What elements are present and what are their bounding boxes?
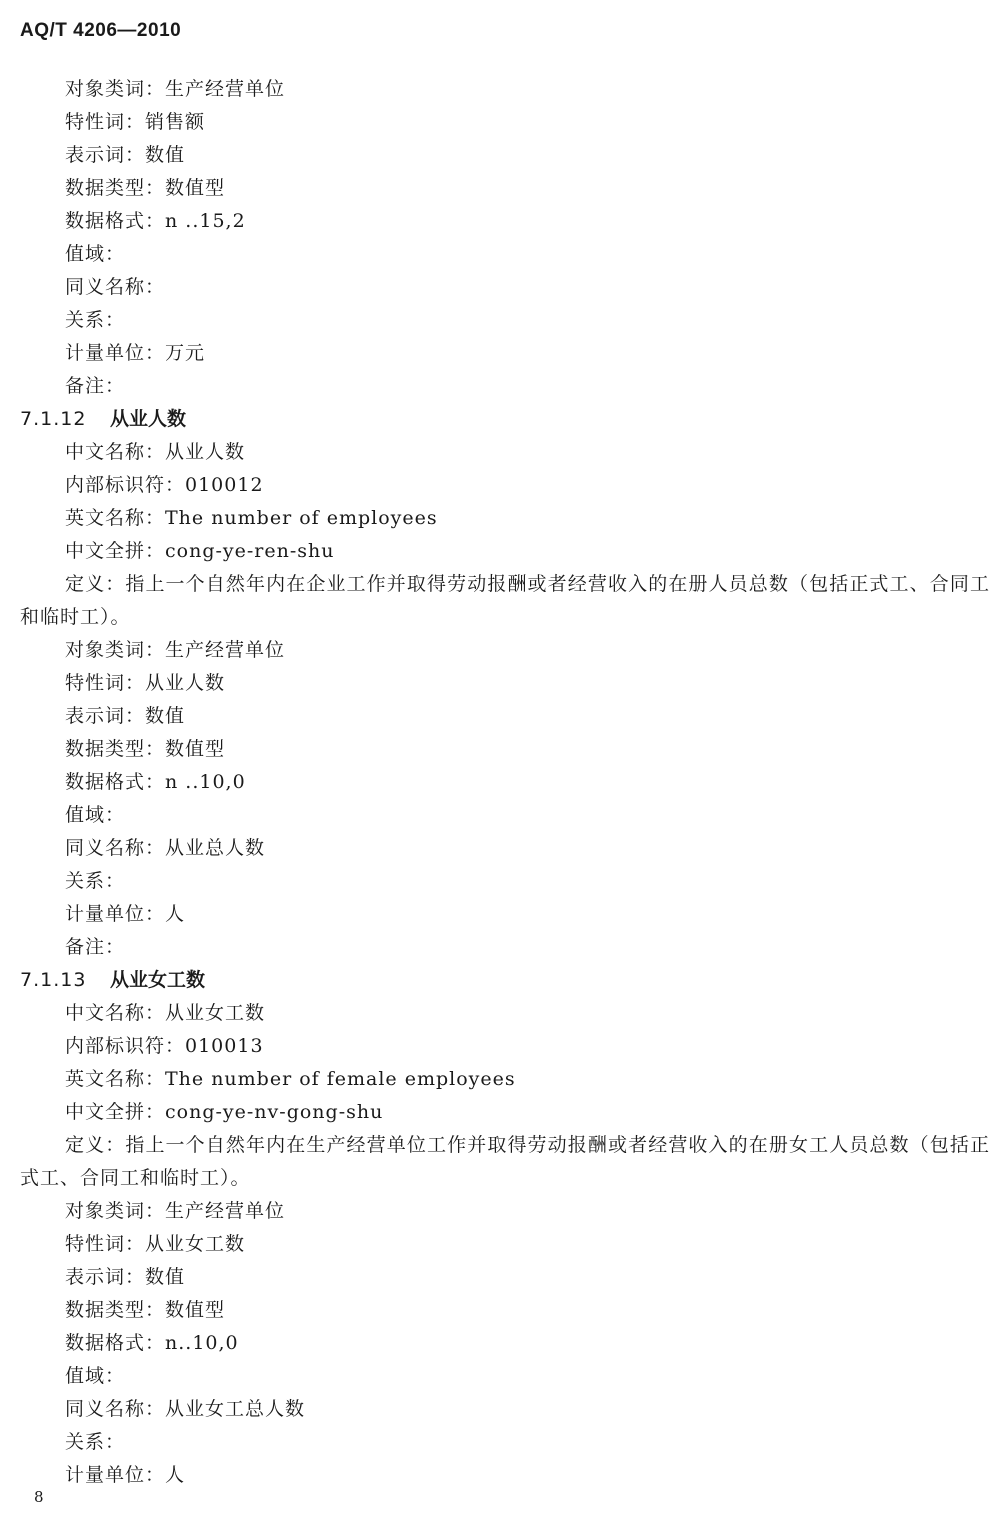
- section-title: 从业人数: [110, 408, 187, 430]
- field-line: 数据格式：n ..15,2: [65, 210, 246, 232]
- document-body: [20, 73, 990, 1492]
- field-line: 计量单位：万元: [65, 342, 206, 364]
- field-line: 关系：: [65, 309, 126, 331]
- field-line: 表示词：数值: [65, 705, 186, 727]
- page-number: 8: [34, 1488, 44, 1506]
- field-line: 内部标识符：010013: [65, 1035, 264, 1057]
- field-line: 中文全拼：cong-ye-nv-gong-shu: [65, 1101, 384, 1123]
- field-line: 值域：: [65, 804, 126, 826]
- field-line: 表示词：数值: [65, 1266, 186, 1288]
- field-line: 备注：: [65, 936, 126, 958]
- section-title: 从业女工数: [110, 969, 206, 991]
- field-line: 备注：: [65, 375, 126, 397]
- field-line: 数据类型：数值型: [65, 738, 226, 760]
- field-line: 计量单位：人: [65, 1464, 186, 1486]
- field-line: 关系：: [65, 870, 126, 892]
- field-line: 表示词：数值: [65, 144, 186, 166]
- field-line: 英文名称：The number of employees: [65, 507, 438, 529]
- field-line: 数据格式：n ..10,0: [65, 771, 246, 793]
- field-line: 数据类型：数值型: [65, 177, 226, 199]
- section-heading: [20, 403, 990, 436]
- document-code: AQ/T 4206—2010: [20, 20, 182, 41]
- field-line: 数据格式：n..10,0: [65, 1332, 239, 1354]
- field-line: 对象类词：生产经营单位: [65, 78, 286, 100]
- field-line: 特性词：销售额: [65, 111, 206, 133]
- field-line: 关系：: [65, 1431, 126, 1453]
- field-line: 特性词：从业女工数: [65, 1233, 246, 1255]
- field-line: 同义名称：: [65, 276, 166, 298]
- field-line: 特性词：从业人数: [65, 672, 226, 694]
- field-line: 值域：: [65, 1365, 126, 1387]
- field-line: 中文全拼：cong-ye-ren-shu: [65, 540, 335, 562]
- section-number: 7.1.13: [20, 969, 87, 991]
- field-line: 对象类词：生产经营单位: [65, 1200, 286, 1222]
- field-line: 中文名称：从业女工数: [65, 1002, 266, 1024]
- section-number: 7.1.12: [20, 408, 87, 430]
- definition-paragraph: 定义：指上一个自然年内在生产经营单位工作并取得劳动报酬或者经营收入的在册女工人员总数（包括正式工、合同工和临时工）。: [20, 1134, 990, 1189]
- field-line: 内部标识符：010012: [65, 474, 264, 496]
- field-line: 同义名称：从业总人数: [65, 837, 266, 859]
- field-line: 数据类型：数值型: [65, 1299, 226, 1321]
- field-line: 中文名称：从业人数: [65, 441, 246, 463]
- field-line: 值域：: [65, 243, 126, 265]
- section-heading: [20, 964, 990, 997]
- field-line: 同义名称：从业女工总人数: [65, 1398, 306, 1420]
- field-line: 计量单位：人: [65, 903, 186, 925]
- definition-paragraph: 定义：指上一个自然年内在企业工作并取得劳动报酬或者经营收入的在册人员总数（包括正式工、合同工和临时工）。: [20, 573, 990, 628]
- field-line: 对象类词：生产经营单位: [65, 639, 286, 661]
- field-line: 英文名称：The number of female employees: [65, 1068, 516, 1090]
